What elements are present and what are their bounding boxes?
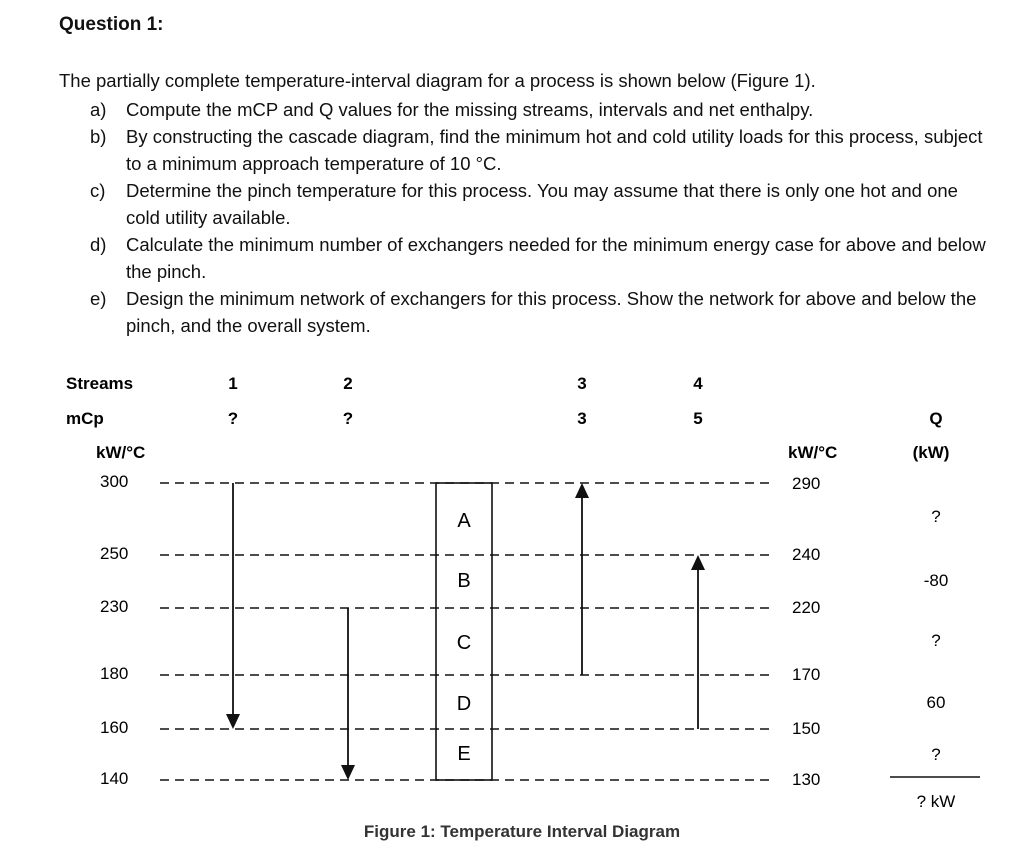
down-arrow-head — [341, 765, 355, 780]
stream-id: 3 — [577, 374, 587, 393]
hot-temp-label: 300 — [100, 472, 129, 491]
cold-temp-label: 170 — [792, 665, 821, 684]
q-value: ? — [931, 745, 941, 764]
question-intro: The partially complete temperature-interval diagram for a process is shown below (Figure 1). — [59, 70, 816, 91]
interval-label: B — [457, 570, 471, 592]
q-value: -80 — [923, 571, 949, 590]
cold-temp-label: 150 — [792, 719, 821, 738]
part-text: Compute the mCP and Q values for the missing streams, intervals and net enthalpy. — [126, 99, 814, 120]
streams-label: Streams — [66, 374, 134, 393]
interval-label: E — [457, 743, 471, 765]
down-arrow-head — [226, 714, 240, 729]
cold-temp-label: 130 — [792, 770, 821, 789]
units-left: kW/°C — [96, 443, 146, 462]
interval-label: D — [456, 693, 472, 715]
interval-label: C — [456, 632, 472, 654]
part-text: Calculate the minimum number of exchangers needed for the minimum energy case for above and below the pinch. — [126, 234, 986, 282]
part-text: Determine the pinch temperature for this process. You may assume that there is only one hot and one cold utility available. — [126, 180, 958, 228]
hot-temp-label: 160 — [100, 718, 129, 737]
up-arrow-head — [691, 555, 705, 570]
part-label: c) — [90, 180, 106, 201]
part-label: d) — [90, 234, 107, 255]
cold-temp-label: 240 — [792, 545, 821, 564]
hot-temp-label: 230 — [100, 597, 129, 616]
part-text: By constructing the cascade diagram, find the minimum hot and cold utility loads for this process, subject to a minimum approach temperature of 10 °C. — [126, 126, 983, 174]
hot-temp-label: 250 — [100, 544, 129, 563]
cold-temp-label: 220 — [792, 598, 821, 617]
hot-temp-label: 180 — [100, 664, 129, 683]
question-title: Question 1: — [59, 14, 164, 35]
stream-mcp: 3 — [577, 409, 587, 428]
hot-temp-label: 140 — [100, 769, 129, 788]
stream-mcp: ? — [227, 409, 239, 428]
part-label: b) — [90, 126, 107, 147]
q-value: ? — [931, 507, 941, 526]
stream-mcp: ? — [342, 409, 354, 428]
q-value: 60 — [926, 693, 946, 712]
up-arrow-head — [575, 483, 589, 498]
q-value: ? — [931, 631, 941, 650]
stream-id: 2 — [343, 374, 353, 393]
q-total: ? kW — [916, 792, 956, 811]
mcp-label: mCp — [66, 409, 104, 428]
stream-mcp: 5 — [693, 409, 703, 428]
figure-caption: Figure 1: Temperature Interval Diagram — [363, 822, 681, 841]
units-right: kW/°C — [788, 443, 838, 462]
cold-temp-label: 290 — [792, 474, 821, 493]
part-label: a) — [90, 99, 107, 120]
part-text: Design the minimum network of exchangers for this process. Show the network for above and below the pinch, and the overall system. — [126, 288, 977, 336]
stream-id: 4 — [693, 374, 703, 393]
q-units: (kW) — [912, 443, 950, 462]
interval-label: A — [457, 510, 471, 532]
q-header: Q — [929, 409, 943, 428]
stream-id: 1 — [228, 374, 238, 393]
part-label: e) — [90, 288, 107, 309]
